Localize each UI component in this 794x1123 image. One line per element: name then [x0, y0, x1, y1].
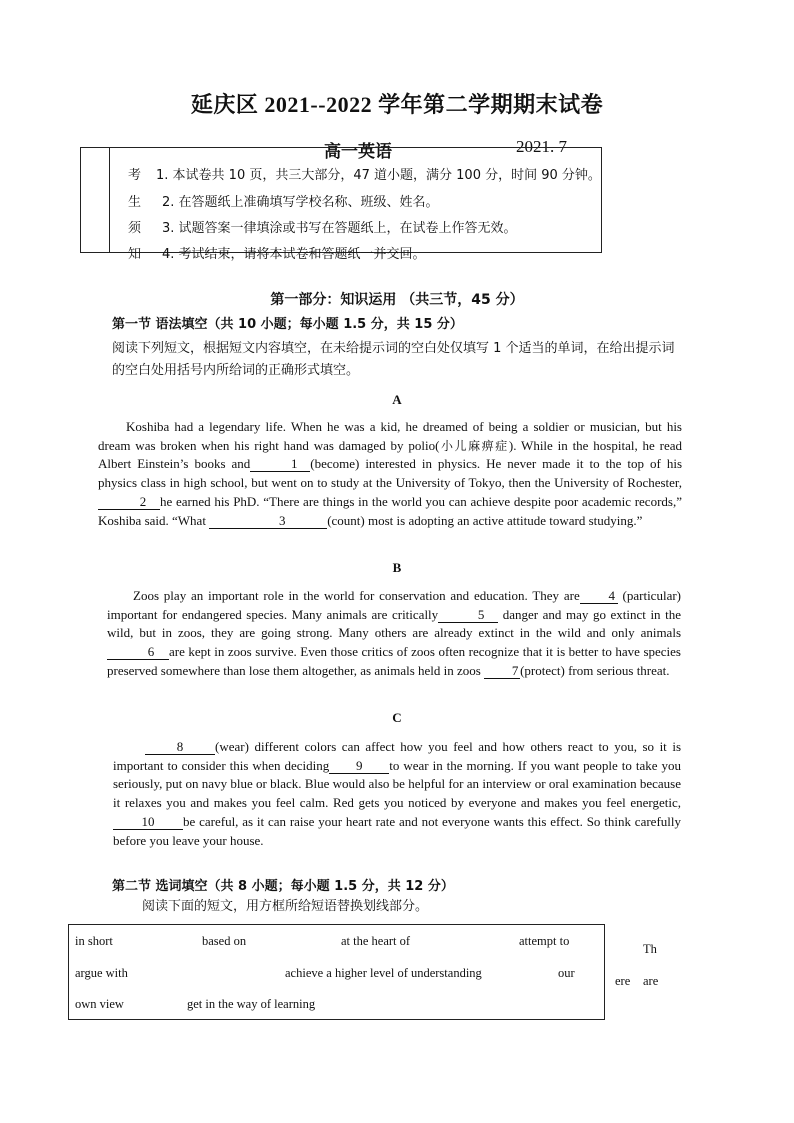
answer-blank[interactable]: 3 — [209, 514, 327, 529]
section-title: 第一节 语法填空（共 10 小题；每小题 1.5 分，共 15 分） — [112, 317, 463, 332]
notice-text: 2. 在答题纸上准确填写学校名称、班级、姓名。 — [162, 195, 439, 210]
answer-blank[interactable]: 4 — [580, 589, 618, 604]
phrase-option: our — [558, 966, 575, 980]
notice-key: 生 — [128, 195, 142, 210]
phrase-box — [68, 924, 605, 1020]
exam-subject: 高一英语 — [324, 142, 392, 161]
passage-text: danger and may go extinct in the wild, but in zoos, they are going strong. Many others are already extinct in the wild and only animals — [107, 606, 681, 641]
answer-blank[interactable]: 8 — [145, 740, 215, 755]
phrase-option: in short — [75, 934, 113, 948]
notice-row-1 — [128, 164, 601, 183]
side-text: Th — [643, 942, 657, 956]
exam-date: 2021. 7 — [516, 137, 567, 156]
passage-text: 小儿麻痹症 — [439, 438, 509, 453]
notice-key: 考 — [128, 168, 142, 183]
phrase-option: get in the way of learning — [187, 997, 316, 1011]
answer-blank[interactable]: 10 — [113, 815, 183, 830]
phrase-option: own view — [75, 997, 124, 1011]
notice-row-2 — [128, 191, 439, 210]
passage-c — [113, 738, 681, 850]
passage-text: (protect) from serious threat. — [520, 662, 670, 678]
notice-text: 1. 本试卷共 10 页，共三大部分，47 道小题，满分 100 分，时间 90 分钟。 — [156, 168, 601, 183]
phrase-option: argue with — [75, 966, 128, 980]
part-title: 第一部分：知识运用 （共三节，45 分） — [270, 292, 524, 308]
phrase-option: at the heart of — [341, 934, 411, 948]
answer-blank[interactable]: 6 — [107, 645, 169, 660]
side-text: ere — [615, 974, 631, 988]
passage-text: he earned his PhD. “There are things in the world you can achieve despite poor academic records,” Koshiba said. “What — [98, 493, 682, 528]
section-title: 第二节 选词填空（共 8 小题；每小题 1.5 分，共 12 分） — [112, 879, 454, 894]
notice-divider — [109, 148, 110, 252]
answer-blank[interactable]: 5 — [438, 608, 498, 623]
section-instruction: 阅读下面的短文，用方框所给短语替换划线部分。 — [142, 899, 429, 914]
passage-text: (count) most is adopting an active attitude toward studying.” — [327, 512, 643, 528]
passage-a — [98, 418, 682, 530]
passage-text: (particular) important for endangered species. Many animals are critically — [107, 588, 681, 622]
notice-row-3 — [128, 217, 517, 236]
notice-key: 须 — [128, 221, 142, 236]
passage-text: Koshiba had a legendary life. When he was a kid, he dreamed of being a soldier or musician, but his dream was broken when his right hand was damaged by polio( — [98, 419, 682, 453]
passage-letter: A — [392, 392, 402, 407]
phrase-option: attempt to — [519, 934, 570, 948]
phrase-option: based on — [202, 934, 247, 948]
side-text: are — [643, 974, 659, 988]
notice-text: 3. 试题答案一律填涂或书写在答题纸上，在试卷上作答无效。 — [162, 221, 517, 236]
exam-title: 延庆区 2021--2022 学年第二学期期末试卷 — [190, 92, 604, 117]
passage-text: (wear) different colors can affect how you feel and how others react to you, so it is important to consider this when deciding — [113, 739, 681, 773]
answer-blank[interactable]: 2 — [98, 495, 160, 510]
passage-text: (become) interested in physics. He never made it to the top of his physics class in high school, but went on to study at the University of Tokyo, then the University of Rochester, — [98, 456, 682, 491]
notice-row-4 — [128, 243, 426, 262]
notice-text: 4. 考试结束，请将本试卷和答题纸一并交回。 — [162, 247, 426, 262]
passage-text: to wear in the morning. If you want people to take you seriously, put on navy blue or black. Blue would also be helpful for an interview or oral examination because it relaxes you and makes you feel calm. Red gets you noticed by everyone and makes you feel energetic, — [113, 757, 682, 811]
phrase-option: achieve a higher level of understanding — [285, 966, 482, 980]
passage-b — [107, 587, 681, 681]
passage-text: ). While in the hospital, he read Albert Einstein’s books and — [98, 437, 682, 472]
passage-text: are kept in zoos survive. Even those critics of zoos often recognize that it is better to have species preserved somewhere than lose them altogether, as animals held in zoos — [107, 644, 681, 678]
passage-text: Zoos play an important role in the world for conservation and education. They are — [133, 588, 580, 603]
section-instruction: 阅读下列短文，根据短文内容填空，在未给提示词的空白处仅填写 1 个适当的单词，在给出提示词的空白处用括号内所给词的正确形式填空。 — [112, 341, 675, 378]
passage-text: be careful, as it can raise your heart rate and not everyone wants this effect. So think carefully before you leave your house. — [113, 813, 681, 848]
notice-key: 知 — [128, 247, 142, 262]
passage-letter: C — [392, 710, 402, 725]
answer-blank[interactable]: 9 — [329, 759, 389, 774]
answer-blank[interactable]: 7 — [484, 664, 520, 679]
passage-letter: B — [392, 560, 402, 575]
answer-blank[interactable]: 1 — [250, 457, 310, 472]
